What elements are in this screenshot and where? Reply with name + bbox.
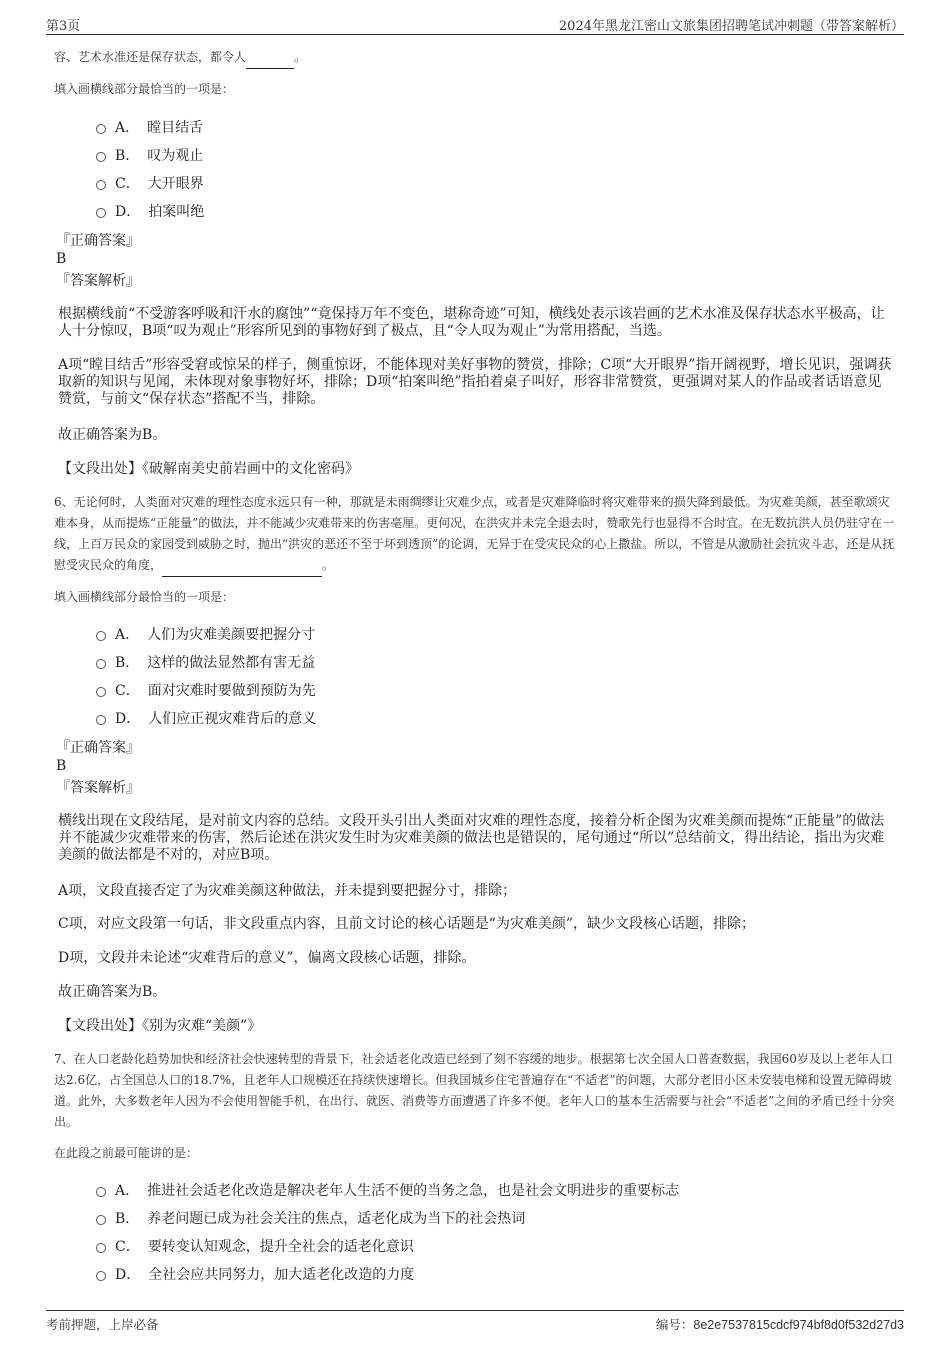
radio-icon[interactable] [96,1271,106,1281]
q6-analysis-5: 故正确答案为B。 [58,984,167,1000]
radio-icon[interactable] [96,180,106,190]
document-title: 2024年黑龙江密山文旅集团招聘笔试冲刺题（带答案解析） [558,19,904,34]
q5-option-a[interactable]: A． 瞠目结舌 [96,117,203,137]
q5-analysis-3: 故正确答案为B。 [58,427,167,443]
q7-option-d[interactable]: D． 全社会应共同努力，加大适老化改造的力度 [96,1264,414,1284]
q5-option-d[interactable]: D． 拍案叫绝 [96,201,204,221]
q6-analysis-label: 『答案解析』 [56,780,140,796]
q6-source: 【文段出处】《别为灾难“美颜”》 [58,1018,262,1034]
q5-analysis-2: A项“瞠目结舌”形容受窘或惊呆的样子，侧重惊讶，不能体现对美好事物的赞赏，排除；C项“大开眼界”指开阔视野，增长见识，强调获取新的知识与见闻，未体现对象事物好坏，排除；D项“拍案叫绝”指拍着桌子叫好，形容非常赞赏，更强调对某人的作品或者话语意见赞赏，与前文“保存状态”搭配不当，排除。 [58,357,892,407]
radio-icon[interactable] [96,631,106,641]
q5-analysis-label: 『答案解析』 [56,273,140,289]
q7-option-a[interactable]: A． 推进社会适老化改造是解决老年人生活不便的当务之急，也是社会文明进步的重要标志 [96,1180,679,1200]
q5-continuation: 容、艺术水准还是保存状态，都令人 。 [54,47,306,69]
q6-blank [162,555,322,577]
q5-blank [246,47,294,69]
radio-icon[interactable] [96,208,106,218]
q5-analysis-1: 根据横线前“不受游客呼吸和汗水的腐蚀”“竟保持万年不变色，堪称奇迹”可知，横线处表示该岩画的艺术水准及保存状态水平极高，让人十分惊叹，B项“叹为观止”形容所见到的事物好到了极点，且“令人叹为观止”为常用搭配，当选。 [58,306,885,339]
q7-prompt: 在此段之前最可能讲的是： [54,1146,199,1160]
radio-icon[interactable] [96,659,106,669]
radio-icon[interactable] [96,1215,106,1225]
q6-prompt: 填入画横线部分最恰当的一项是： [54,590,235,604]
q6-option-d[interactable]: D． 人们应正视灾难背后的意义 [96,708,316,728]
q6-analysis-3: C项，对应文段第一句话，非文段重点内容，且前文讨论的核心话题是“为灾难美颜”，缺少文段核心话题，排除； [58,916,756,932]
q5-option-c[interactable]: C． 大开眼界 [96,173,204,193]
q7-stem: 7、在人口老龄化趋势加快和经济社会快速转型的背景下，社会适老化改造已经到了刻不容缓的地步。根据第七次全国人口普查数据，我国60岁及以上老年人口达2.6亿，占全国总人口的18.7%，且老年人口规模还在持续快速增长。但我国城乡住宅普遍存在“不适老”的问题，大部分老旧小区未安装电梯和设置无障碍坡道。此外，大多数老年人因为不会使用智能手机，在出行、就医、消费等方面遭遇了许多不便。老年人口的基本生活需要与社会“不适老”之间的矛盾已经十分突出。 [54,1052,895,1129]
q6-stem: 6、无论何时，人类面对灾难的理性态度永远只有一种，那就是未雨绸缪让灾难少点，或者是灾难降临时将灾难带来的损失降到最低。为灾难美颜，甚至歌颂灾难本身，从而提炼“正能量”的做法，并不能减少灾难带来的伤害毫厘。更何况，在洪灾并未完全退去时，赞歌先行也显得不合时宜。在无数抗洪人员仍驻守在一线，上百万民众的家园受到威胁之时，抛出“洪灾的恶还不至于坏到透顶”的论调，无异于在受灾民众的心上撒盐。所以，不管是从激励社会抗灾斗志，还是从抚慰受灾民众的角度， 。 [54,492,896,577]
radio-icon[interactable] [96,1187,106,1197]
q5-source: 【文段出处】《破解南美史前岩画中的文化密码》 [58,461,359,477]
q5-answer-label: 『正确答案』 [56,233,140,249]
q6-answer: B [56,758,67,774]
q5-answer: B [56,251,67,267]
radio-icon[interactable] [96,687,106,697]
q6-option-c[interactable]: C． 面对灾难时要做到预防为先 [96,680,316,700]
q6-analysis-4: D项，文段并未论述“灾难背后的意义”，偏离文段核心话题，排除。 [58,950,476,966]
q6-answer-label: 『正确答案』 [56,740,140,756]
q7-option-b[interactable]: B． 养老问题已成为社会关注的焦点，适老化成为当下的社会热词 [96,1208,525,1228]
radio-icon[interactable] [96,1243,106,1253]
q6-analysis-1: 横线出现在文段结尾，是对前文内容的总结。文段开头引出人类面对灾难的理性态度，接着分析企图为灾难美颜而提炼“正能量”的做法并不能减少灾难带来的伤害，然后论述在洪灾发生时为灾难美颜的做法也是错误的，尾句通过“所以”总结前文，得出结论，指出为灾难美颜的做法都是不对的，对应B项。 [58,813,885,863]
q6-analysis-2: A项，文段直接否定了为灾难美颜这种做法，并未提到要把握分寸，排除； [58,883,517,899]
page-header [46,14,904,35]
radio-icon[interactable] [96,715,106,725]
radio-icon[interactable] [96,124,106,134]
q7-option-c[interactable]: C． 要转变认知观念，提升全社会的适老化意识 [96,1236,414,1256]
footer-slogan: 考前押题，上岸必备 [46,1317,159,1332]
q5-prompt: 填入画横线部分最恰当的一项是： [54,82,235,96]
page-footer [46,1310,904,1333]
q5-option-b[interactable]: B． 叹为观止 [96,145,203,165]
q6-option-a[interactable]: A． 人们为灾难美颜要把握分寸 [96,624,315,644]
radio-icon[interactable] [96,152,106,162]
page-number: 第3页 [46,19,81,34]
q6-option-b[interactable]: B． 这样的做法显然都有害无益 [96,652,315,672]
document-code: 编号：8e2e7537815cdcf974bf8d0f532d27d3 [655,1317,904,1332]
